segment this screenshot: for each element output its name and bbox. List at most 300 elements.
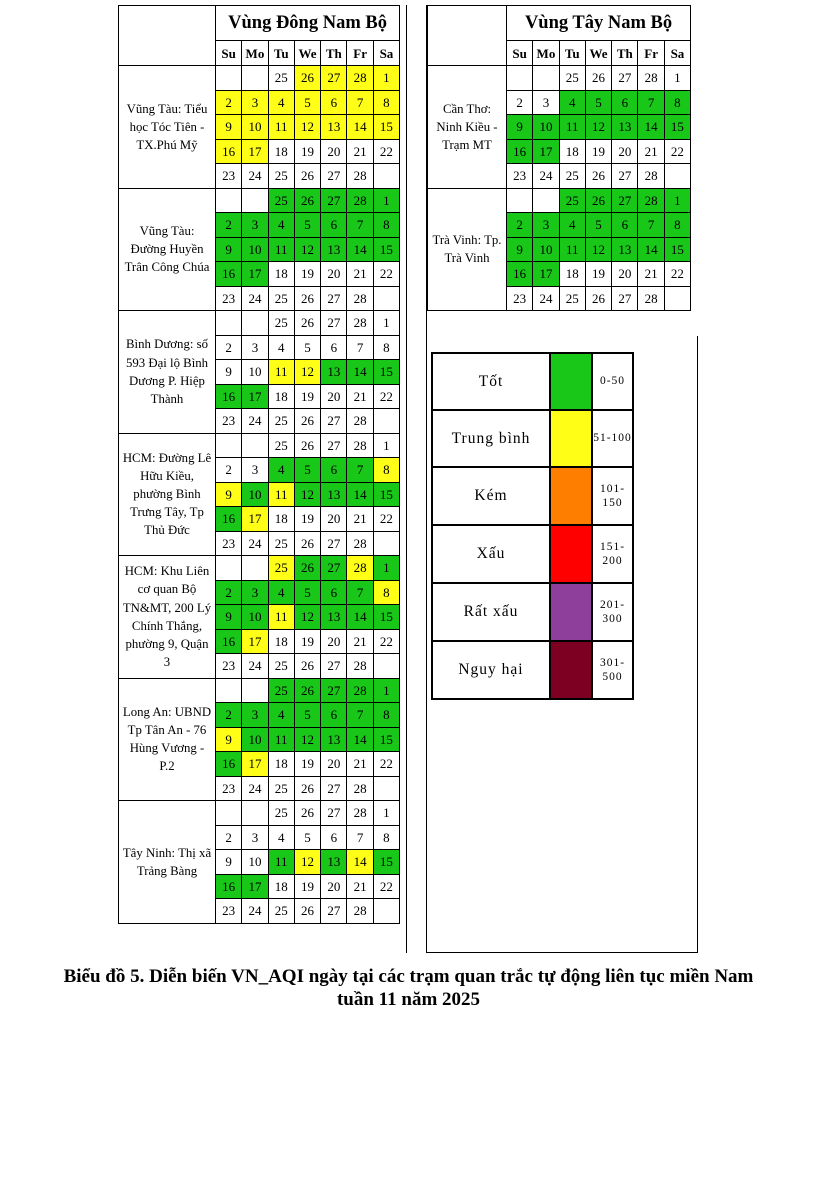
day-cell: 17 <box>242 874 268 899</box>
day-cell: 16 <box>507 262 533 287</box>
station-name: Vũng Tàu: Đường Huyền Trân Công Chúa <box>119 188 216 311</box>
station-column-header <box>428 6 507 66</box>
day-cell: 4 <box>268 90 294 115</box>
day-cell: 22 <box>373 629 399 654</box>
day-cell: 26 <box>294 678 320 703</box>
day-cell: 23 <box>507 164 533 189</box>
day-cell: 17 <box>242 507 268 532</box>
day-cell: 5 <box>294 90 320 115</box>
day-cell: 1 <box>373 678 399 703</box>
day-cell: 10 <box>242 360 268 385</box>
day-cell: 1 <box>373 801 399 826</box>
day-cell: 19 <box>294 262 320 287</box>
day-cell: 17 <box>242 384 268 409</box>
day-cell: 3 <box>533 90 559 115</box>
empty-day-cell <box>242 188 268 213</box>
day-cell: 28 <box>638 66 664 91</box>
day-cell: 25 <box>268 899 294 924</box>
calendar-week-row <box>428 188 691 213</box>
day-cell: 8 <box>373 458 399 483</box>
day-cell: 6 <box>321 213 347 238</box>
day-cell: 27 <box>321 801 347 826</box>
legend-color-swatch <box>550 467 592 525</box>
day-cell: 27 <box>321 654 347 679</box>
day-cell: 11 <box>268 237 294 262</box>
region-title: Vùng Tây Nam Bộ <box>507 6 691 41</box>
day-cell: 28 <box>347 556 373 581</box>
day-cell: 9 <box>216 115 242 140</box>
day-cell: 1 <box>373 311 399 336</box>
day-cell: 1 <box>664 66 690 91</box>
day-cell: 7 <box>347 335 373 360</box>
day-cell: 8 <box>373 825 399 850</box>
empty-day-cell <box>216 801 242 826</box>
day-cell: 26 <box>294 531 320 556</box>
day-cell: 16 <box>216 629 242 654</box>
empty-day-cell <box>216 433 242 458</box>
empty-day-cell <box>216 188 242 213</box>
figure-caption <box>0 966 817 1012</box>
day-cell: 28 <box>347 409 373 434</box>
day-cell: 15 <box>664 237 690 262</box>
day-cell: 4 <box>268 458 294 483</box>
day-cell: 19 <box>294 874 320 899</box>
day-cell: 10 <box>242 237 268 262</box>
day-cell: 9 <box>216 850 242 875</box>
day-cell: 3 <box>242 458 268 483</box>
day-cell: 2 <box>216 213 242 238</box>
day-cell: 10 <box>533 115 559 140</box>
day-cell: 25 <box>268 556 294 581</box>
day-cell: 14 <box>347 360 373 385</box>
legend-color-swatch <box>550 353 592 410</box>
day-cell: 1 <box>373 433 399 458</box>
day-cell: 26 <box>294 899 320 924</box>
empty-day-cell <box>242 66 268 91</box>
day-cell: 13 <box>321 727 347 752</box>
day-cell: 9 <box>216 482 242 507</box>
day-cell: 19 <box>294 384 320 409</box>
day-cell: 1 <box>373 188 399 213</box>
day-cell: 12 <box>585 237 611 262</box>
empty-day-cell <box>373 409 399 434</box>
station-name: Bình Dương: số 593 Đại lộ Bình Dương P. Hiệp Thành <box>119 311 216 434</box>
empty-day-cell <box>216 678 242 703</box>
day-cell: 2 <box>216 335 242 360</box>
day-cell: 21 <box>347 139 373 164</box>
day-cell: 8 <box>373 703 399 728</box>
day-cell: 22 <box>664 262 690 287</box>
day-cell: 3 <box>242 825 268 850</box>
day-cell: 11 <box>268 605 294 630</box>
day-cell: 6 <box>321 458 347 483</box>
day-cell: 28 <box>638 188 664 213</box>
day-cell: 20 <box>321 507 347 532</box>
day-cell: 20 <box>612 262 638 287</box>
day-cell: 5 <box>294 335 320 360</box>
day-cell: 28 <box>347 531 373 556</box>
day-cell: 4 <box>268 703 294 728</box>
day-cell: 4 <box>268 580 294 605</box>
day-of-week-label: Mo <box>533 41 559 66</box>
day-cell: 26 <box>294 433 320 458</box>
day-cell: 4 <box>268 213 294 238</box>
day-cell: 25 <box>268 66 294 91</box>
day-cell: 23 <box>216 776 242 801</box>
day-cell: 8 <box>373 213 399 238</box>
day-of-week-label: Tu <box>559 41 585 66</box>
legend-aqi-range: 51-100 <box>592 410 633 467</box>
day-cell: 13 <box>612 237 638 262</box>
day-cell: 6 <box>612 213 638 238</box>
day-cell: 27 <box>612 164 638 189</box>
day-cell: 13 <box>321 605 347 630</box>
day-cell: 24 <box>533 286 559 311</box>
day-of-week-label: Mo <box>242 41 268 66</box>
day-of-week-label: Th <box>612 41 638 66</box>
day-cell: 6 <box>321 703 347 728</box>
day-cell: 21 <box>347 384 373 409</box>
day-cell: 16 <box>216 752 242 777</box>
day-cell: 24 <box>242 531 268 556</box>
day-cell: 5 <box>294 825 320 850</box>
day-cell: 14 <box>347 727 373 752</box>
legend-aqi-range: 201-300 <box>592 583 633 641</box>
day-cell: 26 <box>294 801 320 826</box>
calendar-week-row <box>119 678 400 703</box>
day-cell: 19 <box>294 139 320 164</box>
day-cell: 3 <box>533 213 559 238</box>
legend-row <box>432 467 633 525</box>
day-cell: 7 <box>638 90 664 115</box>
day-cell: 26 <box>294 311 320 336</box>
day-cell: 27 <box>612 66 638 91</box>
day-cell: 26 <box>294 286 320 311</box>
day-cell: 3 <box>242 335 268 360</box>
day-cell: 1 <box>373 66 399 91</box>
day-cell: 3 <box>242 703 268 728</box>
day-cell: 18 <box>268 139 294 164</box>
day-cell: 20 <box>321 139 347 164</box>
legend-aqi-range: 101-150 <box>592 467 633 525</box>
day-cell: 21 <box>638 139 664 164</box>
day-cell: 8 <box>664 90 690 115</box>
empty-day-cell <box>533 66 559 91</box>
day-cell: 18 <box>559 262 585 287</box>
aqi-legend <box>431 352 634 700</box>
day-cell: 9 <box>216 605 242 630</box>
day-cell: 25 <box>559 286 585 311</box>
day-cell: 15 <box>373 482 399 507</box>
day-cell: 13 <box>321 237 347 262</box>
empty-day-cell <box>242 433 268 458</box>
legend-level-name: Xấu <box>432 525 550 583</box>
day-cell: 17 <box>242 752 268 777</box>
day-cell: 22 <box>373 262 399 287</box>
legend-row <box>432 583 633 641</box>
day-cell: 23 <box>216 286 242 311</box>
day-cell: 8 <box>373 580 399 605</box>
day-cell: 7 <box>347 90 373 115</box>
day-of-week-label: Sa <box>373 41 399 66</box>
legend-level-name: Tốt <box>432 353 550 410</box>
legend-row <box>432 353 633 410</box>
day-cell: 8 <box>373 335 399 360</box>
day-of-week-label: Su <box>216 41 242 66</box>
day-cell: 14 <box>638 115 664 140</box>
day-cell: 10 <box>242 850 268 875</box>
day-cell: 8 <box>664 213 690 238</box>
region-separator <box>406 5 427 953</box>
day-cell: 28 <box>638 164 664 189</box>
day-cell: 19 <box>294 752 320 777</box>
day-cell: 9 <box>507 115 533 140</box>
day-cell: 15 <box>373 850 399 875</box>
day-cell: 5 <box>294 580 320 605</box>
empty-day-cell <box>216 311 242 336</box>
empty-day-cell <box>373 531 399 556</box>
day-of-week-label: We <box>585 41 611 66</box>
day-cell: 6 <box>321 825 347 850</box>
station-name: Trà Vinh: Tp. Trà Vinh <box>428 188 507 311</box>
day-cell: 6 <box>321 90 347 115</box>
day-cell: 28 <box>347 433 373 458</box>
day-cell: 18 <box>268 384 294 409</box>
day-cell: 11 <box>268 850 294 875</box>
day-cell: 10 <box>242 115 268 140</box>
empty-day-cell <box>373 899 399 924</box>
day-cell: 24 <box>242 286 268 311</box>
day-of-week-label: Fr <box>638 41 664 66</box>
day-cell: 12 <box>585 115 611 140</box>
day-cell: 27 <box>321 286 347 311</box>
day-cell: 15 <box>373 360 399 385</box>
empty-day-cell <box>373 286 399 311</box>
day-cell: 13 <box>321 482 347 507</box>
day-cell: 19 <box>585 262 611 287</box>
day-cell: 25 <box>268 433 294 458</box>
day-cell: 27 <box>321 409 347 434</box>
day-cell: 27 <box>321 164 347 189</box>
day-cell: 12 <box>294 115 320 140</box>
day-cell: 20 <box>321 752 347 777</box>
legend-level-name: Kém <box>432 467 550 525</box>
region-title: Vùng Đông Nam Bộ <box>216 6 400 41</box>
west-region-calendar <box>427 5 691 311</box>
day-cell: 5 <box>585 213 611 238</box>
day-cell: 7 <box>347 458 373 483</box>
day-cell: 16 <box>507 139 533 164</box>
day-cell: 28 <box>347 801 373 826</box>
day-cell: 25 <box>268 311 294 336</box>
day-cell: 26 <box>585 286 611 311</box>
empty-day-cell <box>664 286 690 311</box>
day-cell: 15 <box>373 605 399 630</box>
day-cell: 14 <box>638 237 664 262</box>
day-cell: 14 <box>347 482 373 507</box>
calendar-week-row <box>119 433 400 458</box>
calendar-week-row <box>119 801 400 826</box>
day-cell: 26 <box>294 66 320 91</box>
day-cell: 28 <box>347 776 373 801</box>
legend-color-swatch <box>550 410 592 467</box>
day-cell: 3 <box>242 90 268 115</box>
calendar-week-row <box>119 311 400 336</box>
day-cell: 28 <box>347 654 373 679</box>
legend-row <box>432 410 633 467</box>
day-cell: 18 <box>268 874 294 899</box>
day-cell: 18 <box>559 139 585 164</box>
day-cell: 23 <box>216 531 242 556</box>
empty-day-cell <box>664 164 690 189</box>
day-cell: 21 <box>347 874 373 899</box>
day-cell: 17 <box>533 139 559 164</box>
legend-level-name: Nguy hại <box>432 641 550 699</box>
day-cell: 28 <box>347 899 373 924</box>
day-cell: 17 <box>242 139 268 164</box>
legend-color-swatch <box>550 583 592 641</box>
station-name: Tây Ninh: Thị xã Trảng Bàng <box>119 801 216 924</box>
day-cell: 9 <box>216 237 242 262</box>
legend-row <box>432 525 633 583</box>
day-cell: 27 <box>321 899 347 924</box>
day-cell: 26 <box>294 654 320 679</box>
station-column-header <box>119 6 216 66</box>
day-cell: 22 <box>373 874 399 899</box>
day-cell: 1 <box>373 556 399 581</box>
day-cell: 20 <box>321 384 347 409</box>
day-cell: 27 <box>321 188 347 213</box>
station-name: Cần Thơ: Ninh Kiều - Trạm MT <box>428 66 507 189</box>
caption-line-1: Biểu đồ 5. Diễn biến VN_AQI ngày tại các trạm quan trắc tự động liên tục miền Nam <box>63 966 754 987</box>
empty-day-cell <box>242 311 268 336</box>
day-cell: 25 <box>268 776 294 801</box>
day-cell: 28 <box>347 66 373 91</box>
day-cell: 25 <box>268 164 294 189</box>
day-cell: 26 <box>585 164 611 189</box>
day-cell: 22 <box>373 507 399 532</box>
empty-day-cell <box>216 66 242 91</box>
day-cell: 16 <box>216 507 242 532</box>
day-cell: 10 <box>533 237 559 262</box>
day-cell: 22 <box>373 139 399 164</box>
day-cell: 15 <box>373 237 399 262</box>
day-of-week-label: Fr <box>347 41 373 66</box>
day-cell: 25 <box>268 286 294 311</box>
day-cell: 26 <box>294 188 320 213</box>
empty-day-cell <box>242 678 268 703</box>
empty-day-cell <box>216 556 242 581</box>
day-cell: 27 <box>321 531 347 556</box>
day-cell: 19 <box>585 139 611 164</box>
day-of-week-label: Th <box>321 41 347 66</box>
day-cell: 11 <box>268 727 294 752</box>
day-of-week-label: We <box>294 41 320 66</box>
caption-line-2: tuần 11 năm 2025 <box>336 988 481 1010</box>
day-cell: 12 <box>294 605 320 630</box>
day-cell: 23 <box>216 164 242 189</box>
day-cell: 17 <box>533 262 559 287</box>
day-cell: 2 <box>216 90 242 115</box>
day-cell: 17 <box>242 629 268 654</box>
day-cell: 18 <box>268 507 294 532</box>
day-cell: 19 <box>294 507 320 532</box>
day-cell: 14 <box>347 605 373 630</box>
day-cell: 16 <box>216 139 242 164</box>
day-cell: 2 <box>216 703 242 728</box>
day-of-week-label: Sa <box>664 41 690 66</box>
day-cell: 24 <box>242 899 268 924</box>
day-cell: 7 <box>347 703 373 728</box>
day-cell: 18 <box>268 752 294 777</box>
day-cell: 9 <box>216 727 242 752</box>
day-cell: 20 <box>612 139 638 164</box>
day-cell: 27 <box>612 188 638 213</box>
day-cell: 24 <box>533 164 559 189</box>
station-name: Vũng Tàu: Tiểu học Tóc Tiên - TX.Phú Mỹ <box>119 66 216 189</box>
calendar-week-row <box>119 556 400 581</box>
day-cell: 25 <box>268 531 294 556</box>
day-cell: 2 <box>507 213 533 238</box>
day-cell: 16 <box>216 874 242 899</box>
day-cell: 9 <box>216 360 242 385</box>
day-cell: 16 <box>216 384 242 409</box>
day-cell: 4 <box>268 335 294 360</box>
day-cell: 23 <box>216 899 242 924</box>
day-cell: 27 <box>612 286 638 311</box>
day-cell: 27 <box>321 776 347 801</box>
day-cell: 27 <box>321 556 347 581</box>
legend-color-swatch <box>550 641 592 699</box>
day-cell: 3 <box>242 213 268 238</box>
day-cell: 11 <box>268 115 294 140</box>
day-cell: 21 <box>347 507 373 532</box>
day-cell: 2 <box>216 580 242 605</box>
day-cell: 10 <box>242 482 268 507</box>
day-cell: 26 <box>294 776 320 801</box>
empty-day-cell <box>533 188 559 213</box>
day-cell: 21 <box>638 262 664 287</box>
east-region-calendar <box>118 5 400 924</box>
day-cell: 7 <box>347 580 373 605</box>
day-cell: 27 <box>321 66 347 91</box>
empty-day-cell <box>373 776 399 801</box>
day-cell: 8 <box>373 90 399 115</box>
day-cell: 28 <box>347 188 373 213</box>
day-cell: 25 <box>268 654 294 679</box>
day-cell: 24 <box>242 776 268 801</box>
day-cell: 5 <box>585 90 611 115</box>
day-cell: 26 <box>585 188 611 213</box>
day-cell: 28 <box>638 286 664 311</box>
day-cell: 25 <box>559 66 585 91</box>
empty-day-cell <box>242 801 268 826</box>
day-cell: 7 <box>638 213 664 238</box>
day-cell: 4 <box>268 825 294 850</box>
day-cell: 10 <box>242 605 268 630</box>
day-cell: 25 <box>559 164 585 189</box>
calendar-week-row <box>119 66 400 91</box>
day-cell: 25 <box>268 188 294 213</box>
day-cell: 5 <box>294 703 320 728</box>
day-cell: 7 <box>347 825 373 850</box>
day-cell: 14 <box>347 850 373 875</box>
day-cell: 13 <box>321 115 347 140</box>
day-cell: 21 <box>347 262 373 287</box>
day-cell: 14 <box>347 237 373 262</box>
legend-aqi-range: 151-200 <box>592 525 633 583</box>
legend-aqi-range: 301-500 <box>592 641 633 699</box>
